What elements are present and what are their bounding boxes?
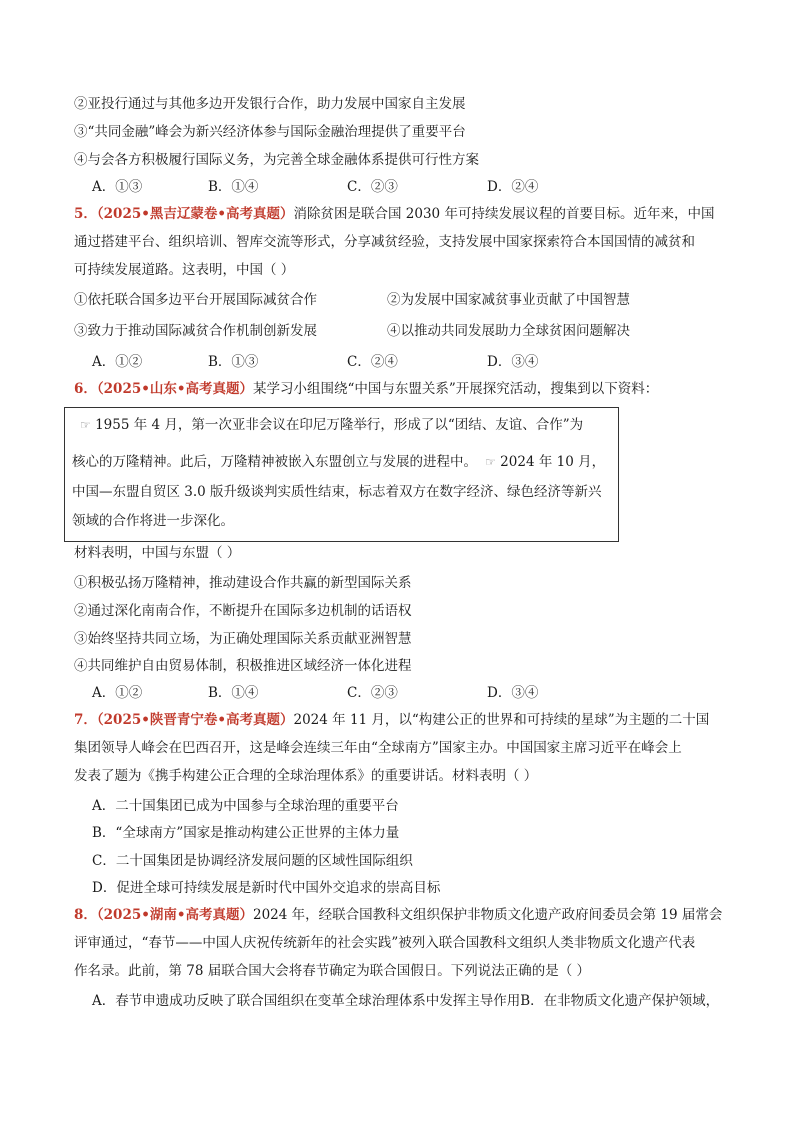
q7-stem-line-3: 发表了题为《携手构建公正合理的全球治理体系》的重要讲话。材料表明（ ） [74,768,538,784]
q7-stem-text: 2024 年 11 月，以“构建公正的世界和可持续的星球”为主题的二十国 [293,712,710,728]
q5-stem-text: 消除贫困是联合国 2030 年可持续发展议程的首要目标。近年来，中国 [293,206,715,222]
q5-stem-line-2: 通过搭建平台、组织培训、智库交流等形式，分享减贫经验，支持发展中国家探索符合本国国情的减贫和 [74,234,695,250]
q5-item-3: ③致力于推动国际减贫合作机制创新发展 [74,323,317,339]
q7-option-a: A．二十国集团已成为中国参与全球治理的重要平台 [92,798,399,814]
q6-source: （2025•山东•高考真题） [96,381,253,397]
q8-stem-line-1 [74,905,722,925]
q8-stem-line-2: 评审通过，“春节——中国人庆祝传统新年的社会实践”被列入联合国教科文组织人类非物质文化遗产代表 [74,935,696,951]
q6-option-a: A．①② [92,685,143,701]
q8-option-line: A．春节申遗成功反映了联合国组织在变革全球治理体系中发挥主导作用B．在非物质文化遗产保护领域， [92,993,720,1009]
q6-material-text-1: 1955 年 4 月，第一次亚非会议在印尼万隆举行，形成了以“团结、友谊、合作”为 [95,417,584,433]
q4-option-a: A．①③ [92,179,143,195]
q8-stem-line-3: 作名录。此前，第 78 届联合国大会将春节确定为联合国假日。下列说法正确的是（ ） [74,963,591,979]
q5-option-b: B．①③ [208,354,259,370]
q4-option-d: D．②④ [487,179,539,195]
q8-source: （2025•湖南•高考真题） [96,907,253,923]
q6-item-3: ③始终坚持共同立场，为正确处理国际关系贡献亚洲智慧 [74,631,412,647]
q6-option-b: B．①④ [208,685,259,701]
q4-option-c: C．②③ [347,179,398,195]
q5-stem-line-1 [74,204,714,224]
q6-stem-text: 某学习小组围绕“中国与东盟关系”开展探究活动，搜集到以下资料： [253,381,659,397]
q7-option-c: C．二十国集团是协调经济发展问题的区域性国际组织 [92,853,413,869]
q4-item-4: ④与会各方积极履行国际义务，为完善全球金融体系提供可行性方案 [74,152,479,168]
q6-stem-line-1 [74,379,658,399]
q6-option-c: C．②③ [347,685,398,701]
q7-number: 7． [74,712,97,728]
pointing-hand-icon: ☞ [80,418,91,432]
q5-item-1: ①依托联合国多边平台开展国际减贫合作 [74,292,317,308]
q5-option-d: D．③④ [487,354,539,370]
q6-material-line-2 [72,452,605,472]
q4-item-2: ②亚投行通过与其他多边开发银行合作，助力发展中国家自主发展 [74,96,466,112]
q7-stem-line-1 [74,710,709,730]
q6-material-line-4: 领域的合作将进一步深化。 [72,513,234,529]
q4-item-3: ③“共同金融”峰会为新兴经济体参与国际金融治理提供了重要平台 [74,124,466,140]
q6-material-text-2a: 核心的万隆精神。此后，万隆精神被嵌入东盟创立与发展的进程中。 [72,454,477,470]
q6-number: 6． [74,381,97,397]
q7-option-d: D．促进全球可持续发展是新时代中国外交追求的崇高目标 [92,880,441,896]
q6-item-1: ①积极弘扬万隆精神，推动建设合作共赢的新型国际关系 [74,575,412,591]
q5-option-c: C．②④ [347,354,398,370]
q4-option-b: B．①④ [208,179,259,195]
q5-item-4: ④以推动共同发展助力全球贫困问题解决 [387,323,630,339]
q5-option-a: A．①② [92,354,143,370]
q6-material-line-3: 中国—东盟自贸区 3.0 版升级谈判实质性结束，标志着双方在数字经济、绿色经济等新兴 [72,484,602,500]
q5-stem-line-3: 可持续发展道路。这表明，中国（ ） [74,262,295,278]
q6-option-d: D．③④ [487,685,539,701]
q7-option-b: B．“全球南方”国家是推动构建公正世界的主体力量 [92,825,400,841]
q7-stem-line-2: 集团领导人峰会在巴西召开，这是峰会连续三年由“全球南方”国家主办。中国国家主席习近平在峰会上 [74,740,682,756]
q5-item-2: ②为发展中国家减贫事业贡献了中国智慧 [387,292,630,308]
q6-item-2: ②通过深化南南合作，不断提升在国际多边机制的话语权 [74,603,412,619]
q8-number: 8． [74,907,97,923]
q5-number: 5． [74,206,97,222]
q6-stem-line-2: 材料表明，中国与东盟（ ） [74,545,241,561]
pointing-hand-icon: ☞ [481,455,496,469]
q8-stem-text: 2024 年，经联合国教科文组织保护非物质文化遗产政府间委员会第 19 届常会 [253,907,723,923]
q5-source: （2025•黑吉辽蒙卷•高考真题） [96,206,294,222]
q6-material-line-1 [80,415,583,435]
q6-item-4: ④共同维护自由贸易体制，积极推进区域经济一体化进程 [74,658,412,674]
q6-material-text-2b: 2024 年 10 月， [500,454,606,470]
q7-source: （2025•陕晋青宁卷•高考真题） [96,712,294,728]
